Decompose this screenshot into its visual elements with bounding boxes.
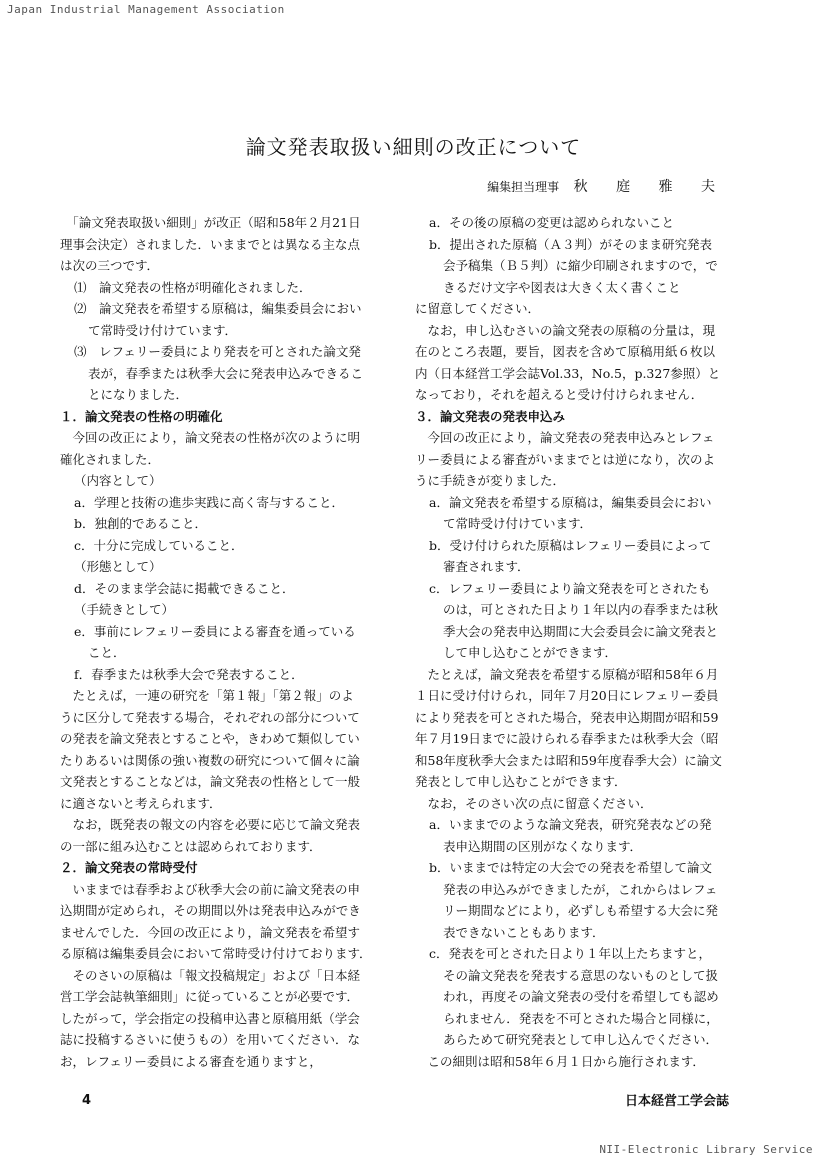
text-line: 表が，春季または秋季大会に発表申込みできるこ [88, 365, 364, 381]
journal-name: 日本経営工学会誌 [624, 1094, 729, 1109]
text-line: この細則は昭和58年６月１日から施行されます． [415, 1053, 705, 1069]
text-line: e．事前にレフェリー委員による審査を通っている [74, 623, 356, 639]
page-number: 4 [82, 1093, 92, 1108]
text-line: の一部に組み込むことは認められております． [60, 838, 322, 854]
text-line: その論文発表を発表する意思のないものとして扱 [443, 967, 719, 983]
text-line: ⑴ 論文発表の性格が明確化されました． [74, 279, 312, 295]
text-line: こと． [88, 645, 126, 660]
text-line: （内容として） [74, 473, 162, 488]
text-line: 「論文発表取扱い細則」が改正（昭和58年２月21日 [60, 215, 361, 230]
text-line: に留意してください． [415, 301, 541, 316]
text-line: なお，そのさい次の点に留意ください． [415, 795, 653, 811]
text-line: f．春季または秋季大会で発表すること． [74, 666, 304, 682]
text-line: （形態として） [74, 559, 162, 574]
text-line: 表申込期間の区別がなくなります． [443, 838, 643, 854]
section-heading: ２．論文発表の常時受付 [60, 860, 198, 875]
text-line: に適さないと考えられます． [60, 795, 222, 811]
text-line: うに手続きが変りました． [415, 473, 566, 488]
text-line: たとえば，論文発表を希望する原稿が昭和58年６月 [415, 666, 719, 682]
section-heading: １．論文発表の性格の明確化 [60, 408, 223, 424]
right-column [415, 212, 760, 1072]
text-line: c．十分に完成していること． [74, 537, 244, 553]
text-line: 発表として申し込むことができます． [415, 774, 627, 789]
text-line: て常時受け付けています． [88, 322, 238, 338]
text-line: リー委員による審査がいままでとは逆になり，次のよ [415, 451, 716, 467]
text-line: d．そのまま学会誌に掲載できること． [74, 580, 295, 596]
text-line: ⑵ 論文発表を希望する原稿は，編集委員会におい [74, 301, 362, 316]
text-line: 在のところ表題，要旨，図表を含めて原稿用紙６枚以 [415, 344, 716, 359]
text-line: 込期間が定められ，その期間以外は発表申込みができ [60, 903, 361, 918]
text-line: １日に受け付けられ，同年７月20日にレフェリー委員 [415, 688, 719, 703]
text-line: c．発表を可とされた日より１年以上たちますと， [429, 946, 712, 961]
text-line: 表できないこともあります． [443, 924, 605, 940]
header-organization: Japan Industrial Management Association [7, 3, 285, 16]
text-line: いままでは春季および秋季大会の前に論文発表の申 [60, 881, 361, 897]
library-service-footer: NII-Electronic Library Service [599, 1143, 813, 1156]
text-line: なっており，それを超えると受け付けられません． [415, 387, 704, 402]
text-line: なお，既発表の報文の内容を必要に応じて論文発表 [60, 817, 361, 832]
text-line: a．学理と技術の進歩実践に高く寄与すること． [74, 494, 344, 510]
text-line: 和58年度秋季大会または昭和59年度春季大会）に論文 [415, 752, 722, 768]
text-line: なお，申し込むさいの論文発表の原稿の分量は，現 [415, 322, 716, 338]
author-name: 秋 庭 雅 夫 [573, 179, 727, 195]
text-line: きるだけ文字や図表は大きく太く書くこと [443, 279, 681, 295]
author-line [487, 176, 727, 196]
text-line: あらためて研究発表として申し込んでください． [443, 1032, 719, 1047]
text-line: の発表を論文発表とすることや，きわめて類似してい [60, 731, 360, 746]
text-line: b．独創的であること． [74, 516, 208, 531]
text-line: 発表の申込みができましたが，これからはレフェ [443, 881, 718, 897]
text-line: 確化されました． [60, 451, 161, 467]
text-line: b．いままでは特定の大会での発表を希望して論文 [429, 860, 713, 875]
text-line: ⑶ レフェリー委員により発表を可とされた論文発 [74, 344, 361, 359]
text-line: て常時受け付けています． [443, 516, 593, 531]
text-line: したがって，学会指定の投稿申込書と原稿用紙（学会 [60, 1010, 360, 1026]
text-line: る原稿は編集委員会において常時受け付けております． [60, 946, 372, 961]
left-column [60, 212, 400, 1072]
text-line: 会予稿集（Ｂ５判）に縮少印刷されますので，で [443, 258, 718, 273]
text-line: は次の三つです． [60, 258, 160, 273]
text-line: （手続きとして） [74, 602, 175, 617]
text-line: a．論文発表を希望する原稿は，編集委員会におい [429, 494, 712, 510]
text-line: たりあるいは関係の強い複数の研究について個々に論 [60, 752, 360, 768]
text-line: 今回の改正により，論文発表の発表申込みとレフェ [415, 430, 715, 445]
text-line: 審査されます． [443, 559, 530, 574]
text-line: たとえば，一連の研究を「第１報」「第２報」のよ [60, 688, 354, 703]
text-line: 年７月19日までに設けられる春季または秋季大会（昭 [415, 731, 719, 746]
text-line: 理事会決定）されました．いままでとは異なる主な点 [60, 236, 361, 252]
text-line: により発表を可とされた場合，発表申込期間が昭和59 [415, 709, 719, 725]
text-line: うに区分して発表する場合，それぞれの部分について [60, 709, 360, 725]
author-role: 編集担当理事 [487, 180, 560, 194]
text-line: b．提出された原稿（Ａ３判）がそのまま研究発表 [429, 236, 713, 252]
section-heading: ３．論文発表の発表申込み [415, 408, 566, 424]
text-line: られません．発表を不可とされた場合と同様に， [443, 1010, 719, 1026]
text-line: リー期間などにより，必ずしも希望する大会に発 [443, 903, 719, 918]
text-line: して申し込むことができます． [443, 645, 618, 660]
text-line: そのさいの原稿は「報文投稿規定」および「日本経 [60, 967, 361, 983]
text-line: われ，再度その論文発表の受付を希望しても認め [443, 989, 719, 1004]
article-title: 論文発表取扱い細則の改正について [245, 135, 582, 159]
text-line: b．受け付けられた原稿はレフェリー委員によって [429, 537, 712, 553]
text-line: 内（日本経営工学会誌Vol.33，No.5，p.327参照）と [415, 365, 721, 381]
text-line: ませんでした．今回の改正により，論文発表を希望す [60, 924, 361, 940]
text-line: とになりました． [88, 387, 189, 402]
text-line: のは，可とされた日より１年以内の春季または秋 [443, 602, 719, 617]
text-line: 営工学会誌執筆細則」に従っていることが必要です． [60, 989, 360, 1004]
text-line: お，レフェリー委員による審査を通りますと， [60, 1053, 322, 1069]
text-line: 文発表とすることなどは，論文発表の性格として一般 [60, 774, 361, 789]
text-line: 誌に投稿するさいに使うもの）を用いてください．な [60, 1032, 361, 1047]
text-line: a．いままでのような論文発表，研究発表などの発 [429, 817, 712, 832]
text-line: a．その後の原稿の変更は認められないこと [429, 215, 674, 230]
text-line: c．レフェリー委員により論文発表を可とされたも [429, 580, 711, 596]
text-line: 今回の改正により，論文発表の性格が次のように明 [60, 430, 361, 445]
text-line: 季大会の発表申込期間に大会委員会に論文発表と [443, 623, 719, 639]
